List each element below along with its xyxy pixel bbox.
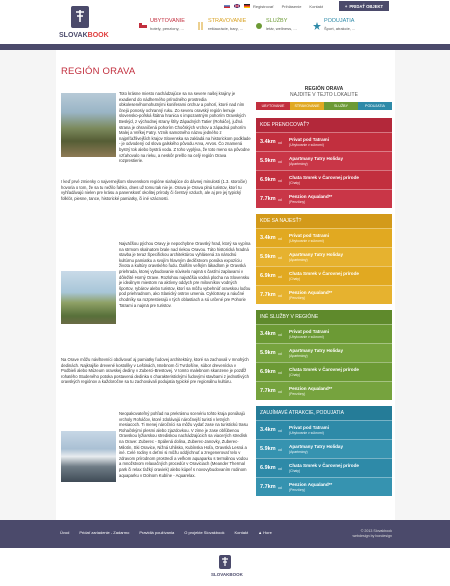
list-item[interactable]: 5.9km od Apartmany Tatry Holiday (Apartmány) [256, 343, 392, 362]
block-heading: INÉ SLUŽBY V REGIÓNE [256, 310, 392, 324]
content-area [0, 50, 450, 520]
main-nav [138, 19, 370, 41]
block-heading: ZAUJÍMAVÉ ATRAKCIE, PODUJATIA [256, 406, 392, 420]
footer-link-home[interactable]: Úvod [60, 530, 70, 535]
flag-sk-icon[interactable] [224, 4, 230, 8]
logo[interactable] [59, 6, 109, 42]
tab-accommodation[interactable]: UBYTOVANIE [256, 102, 290, 110]
nav-events[interactable] [312, 19, 370, 41]
list-item[interactable]: 5.9km od Apartmany Tatry Holiday (Apartmány) [256, 247, 392, 266]
article-paragraph: I keď prvé zmienky o najvernejšom slovenskom regióne siahajúce do dávnej minulosti (1.3. storočie) hovoria o tom, že sa tu nežilo ľahko, dnes už tomu tak nie je. Orava je Orava plná turistov, ktorí tu vyhľadávajú nielen pre krásu a panenskosť okolitej prírody či čerstvý vzduch, ale aj pre jej typický folklór, piesne, tance, historické pamiatky, či iné vzácnosti. [61, 179, 247, 201]
footer-link-contact[interactable]: Kontakt [234, 530, 249, 535]
where-to-stay-block [256, 118, 392, 208]
sidebar-subtitle: NAJDITE V TEJTO LOKALITE [290, 92, 358, 98]
events-icon [313, 22, 321, 30]
main-panel [56, 50, 395, 520]
leaf-icon [255, 22, 263, 30]
list-item[interactable]: 7.7km od Penzion Aqualand** (Penzióny) [256, 285, 392, 304]
list-item[interactable]: 5.9km od Apartmany Tatry Holiday (Apartmány) [256, 151, 392, 170]
article-paragraph: Neopakovateľný pohľad na prekrásnu scenériu tohto kraja ponúkajú vrcholy Roháčov, ktoré zdolávajú náročnejší turisti v letných mesiacoch. Ti menej náročníci sa môžu vydať zase na turistickú trasu Rohačskými plesmi alebo zjazdovkou. V zime je zase obľúbenou Oravskou lyžiarskou strediskou nachádzajúcich sa viacerých stredísk na Orave: Zuberec - Spálená dolina, Zuberec-Janovky, Zuberec-Milotín, Ski Oravice, Nižná Uhlisko, Kubínska Hoľa, Oravská Lesná a iné. Celé rodiny s deťmi si môžu oddýchnuť a zregenerovať telo v zdravom prírodnom prostredí a veľkom aquaparku s termálnou vodou a množstvom relaxačných procedúr v Oraviciach (Meander Thermal park či relax ťažký oraviek) alebo kúpeľ s novovybudovaním rodinom aquaparku v Dolnom Kubíne - Aquarelax. [119, 411, 248, 478]
nav-services[interactable] [254, 19, 312, 41]
language-flags [224, 4, 250, 8]
login-link[interactable]: Prihlásenie [281, 4, 302, 9]
footer-link-about[interactable]: O projekte Slovakbook [184, 530, 225, 535]
bed-icon [139, 22, 147, 30]
nav-dining-sub: reštaurácie, bary, ... [208, 25, 244, 31]
footer-bar [0, 520, 450, 548]
footer [0, 520, 450, 586]
add-object-button[interactable] [339, 1, 389, 11]
register-link[interactable]: Registrovať [253, 4, 274, 9]
list-item[interactable]: 6.9km od Chata Smrek v Čarovnej prírode (Chaty) [256, 458, 392, 477]
page-title: REGIÓN ORAVA [61, 66, 136, 77]
logo-text: SLOVAKBOOK [59, 32, 109, 39]
article-paragraph: Najväčšou pýchou Oravy je nepochybne Oravský hrad, ktorý sa vypína na strmom skalnatom brale nad riekou Oravou. Táto historická hradná stavba je teraz Špecifickou architektúrou vyhlásená za národnú kultúrnu pamiatku a svojím hlavným dedičstvom ponúka expozíciu života a kultúry oravského ľudu. Ďalším veľkým lákadlom je Oravská priehrada, ktorej vybudovanie súviselo najmä s časťmi zaplavami v dôležité Horný Orave. Rozlohou najväčšia vodná plocha na Slovensku je ideálnym miestom na aktívny oddych pre milovníkov vodných športov, rybárov alebo turistov, ktorí sa môžu vybehnúť oravskou loďou pod priehradnom, ako Slanický ostrov umenia. Cyklotrasy a náučné chodníky sa rozprestierajú v tých oblastiach a sú určené pre Pohorie Tatrami a najmä pre turistov. [119, 241, 251, 308]
footer-link-rules[interactable]: Pravidlá používania [139, 530, 175, 535]
list-item[interactable]: 7.7km od Penzion Aqualand** (Penzióny) [256, 477, 392, 496]
header [0, 0, 450, 44]
footer-logo[interactable] [211, 555, 243, 585]
nav-events-title: PODUJATIA [324, 18, 355, 24]
list-item[interactable]: 5.9km od Apartmany Tatry Holiday (Apartmány) [256, 439, 392, 458]
nav-accommodation-title: UBYTOVANIE [150, 18, 185, 24]
list-item[interactable]: 3.4km od Privat pod Tatrami (Ubytovanie v súkromí) [256, 228, 392, 247]
top-links [253, 4, 323, 9]
nav-events-sub: Šport, atrakcie, ... [324, 25, 356, 31]
article-paragraph: Toto krásne miesto nachádzajúce sa na severe našej krajiny je exadiend do nádherného prírodného prostredia obkolesenéhomohutnými koniferami orchuv a pohorí, ktoré nad ním čnejú ponosiy ochranný ruku. Zo severu oravský región lemuje slovensko-poľská štátna hranica s impozantným pohorím Oravských Beskýd, z východnej strany štíty Západných Tatier (Roháče), južná strana je ohraničená pohorím Chočských vrchov a západná pohorím Malej a Veľkej Fatry. Vznik samotného názvu jedného z najpríťažlivejších krajov Slovenska sa zakladá na historickom podklade - je odvodený od slova galského pôvodu Arva, Arvos. Čo znamená bystrý tok alebo bystrá voda. Z toho vyplýva, že toto meno sa pôvodne vzťahovalo na rieku, a neskôr prešlo na celý región Orava rozprestierie. [119, 91, 251, 164]
nav-services-sub: letár, wellness, ... [266, 25, 297, 31]
sidebar-header [256, 86, 392, 98]
attractions-block [256, 406, 392, 496]
list-item[interactable]: 3.4km od Privat pod Tatrami (Ubytovanie v súkromí) [256, 420, 392, 439]
footer-copyright: © 2013 Slovakbook webdesign by bondesign [352, 529, 392, 538]
list-item[interactable]: 3.4km od Privat pod Tatrami (Ubytovanie v súkromí) [256, 324, 392, 343]
tab-events[interactable]: PODUJATIA [358, 102, 392, 110]
where-to-eat-block [256, 214, 392, 304]
list-item[interactable]: 3.4km od Privat pod Tatrami (Ubytovanie v súkromí) [256, 132, 392, 151]
footer-link-top[interactable]: ▲ Hore [258, 530, 272, 535]
add-object-label: PRIDAŤ OBJEKT [349, 3, 384, 9]
logo-book-icon [71, 6, 89, 28]
sidebar-title: REGIÓN ORAVA [304, 86, 344, 92]
footer-logo-text: SLOVAKBOOK [211, 572, 243, 577]
tab-services[interactable]: SLUŽBY [324, 102, 358, 110]
flag-de-icon[interactable] [244, 4, 250, 8]
contact-link[interactable]: Kontakt [309, 4, 323, 9]
nav-services-title: SLUŽBY [266, 18, 288, 24]
list-item[interactable]: 6.9km od Chata Smrek v Čarovnej prírode (Chaty) [256, 170, 392, 189]
flag-en-icon[interactable] [234, 4, 240, 8]
plus-icon: + [344, 3, 348, 9]
list-item[interactable]: 7.7km od Penzion Aqualand** (Penzióny) [256, 189, 392, 208]
nav-dining[interactable] [196, 19, 254, 41]
list-item[interactable]: 7.7km od Penzion Aqualand** (Penzióny) [256, 381, 392, 400]
list-item[interactable]: 6.9km od Chata Smrek v Čarovnej prírode (Chaty) [256, 362, 392, 381]
list-item[interactable]: 6.9km od Chata Smrek v Čarovnej prírode (Chaty) [256, 266, 392, 285]
nav-accommodation[interactable] [138, 19, 196, 41]
cutlery-icon [197, 22, 205, 30]
article-paragraph: Na Orave môžu návštevníci obdivovať aj pamiatky ľudovej architektúry, ktoré sa zachovali v mnohých dedinách. Najkrajšie drevené kostolíky v Leštinách, Istebnom či Tvrdošíne, súbor drevenícka v Podbieli alebo Múzeum oravskej dediny v Zuberci-Brestovej. V tomto malebnom skanzene je pozdĺž rohatého Studeného potoka postavená dedinka s charakteristickými ľudovými stavbami z jednotlivých oravských regiónov a každoročne sa tu zachovávali podujatia typické pre regionálnu kultúru. [61, 357, 249, 385]
sidebar [256, 86, 392, 496]
tab-dining[interactable]: STRAVOVANIE [290, 102, 324, 110]
sidebar-tabs [256, 102, 392, 110]
footer-logo-book-icon [219, 555, 231, 569]
block-heading: KDE PRENOCOVAŤ? [256, 118, 392, 132]
footer-links [60, 530, 272, 535]
footer-link-add[interactable]: Pridať zariadenie - Zadarmo [79, 530, 130, 535]
block-heading: KDE SA NAJESŤ? [256, 214, 392, 228]
nav-dining-title: STRAVOVANIE [208, 18, 247, 24]
nav-accommodation-sub: hotely, penziony, ... [150, 25, 184, 31]
article-text [61, 91, 251, 514]
other-services-block [256, 310, 392, 400]
